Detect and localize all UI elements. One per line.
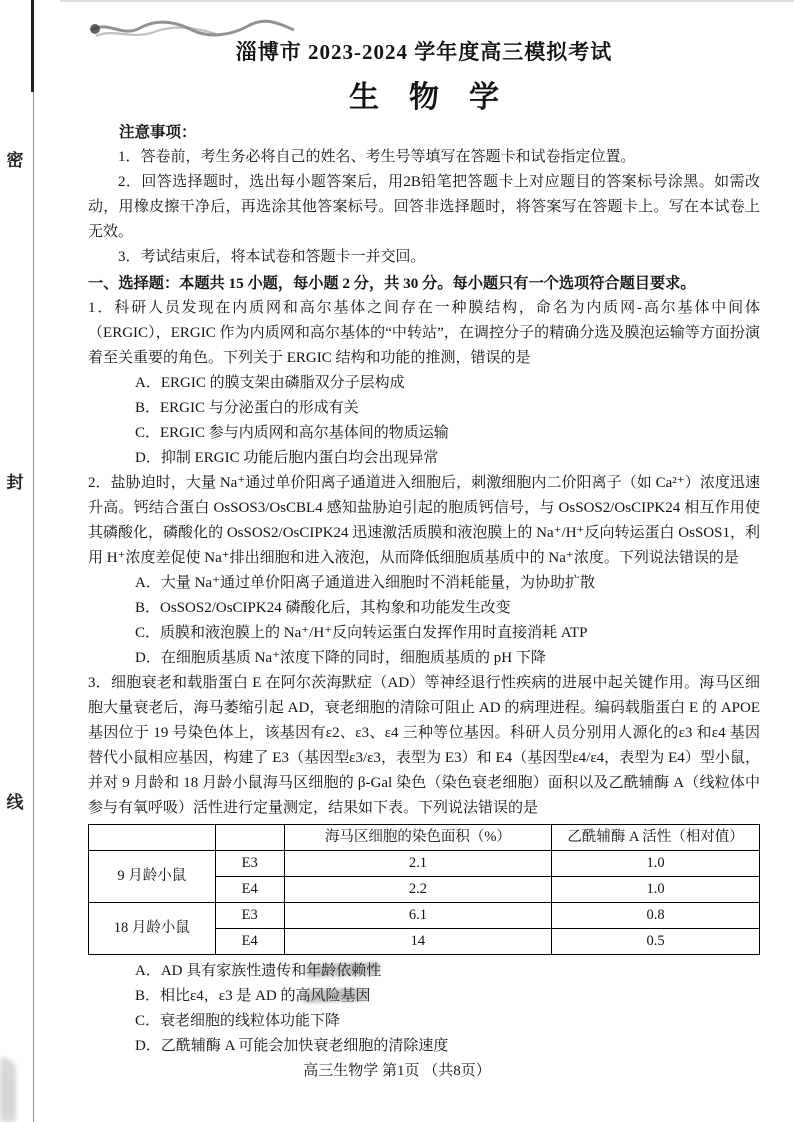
handwriting-mark [306, 962, 380, 978]
question-2 [88, 471, 760, 671]
seal-line [33, 0, 34, 1122]
seal-mark-top: 密 [6, 151, 24, 170]
question-2-stem: 2．盐胁迫时，大量 Na⁺通过单价阳离子通道进入细胞后，刺激细胞内二价阳离子（如 Ca²⁺）浓度迅速升高。钙结合蛋白 OsSOS3/OsCBL4 感知盐胁迫引起的胞质钙信号，与 OsSOS2/OsCIPK24 相互作用使其磷酸化，磷酸化的 OsSOS2/OsCIPK24 迅速激活质膜和液泡膜上的 Na⁺/H⁺反向转运蛋白 OsSOS1，利用 H⁺浓度差促使 Na⁺排出细胞和进入液泡，从而降低细胞质基质中的 Na⁺浓度。下列说法错误的是 [88, 475, 760, 566]
table-cell-genotype: E3 [215, 851, 284, 877]
table-cell-area: 2.1 [284, 851, 552, 877]
table-cell-area: 2.2 [284, 877, 552, 903]
table-cell-genotype: E4 [215, 877, 284, 903]
question-2-option-b: B．OsSOS2/OsCIPK24 磷酸化后，其构象和功能发生改变 [135, 600, 511, 616]
table-cell-activity: 1.0 [552, 877, 760, 903]
q3-data-table [88, 824, 760, 955]
table-group-label-18m: 18 月龄小鼠 [89, 903, 216, 955]
scan-edge-artifact [60, 0, 794, 2]
exam-title: 淄博市 2023-2024 学年度高三模拟考试 [235, 40, 613, 64]
table-cell-activity: 1.0 [552, 851, 760, 877]
table-row [89, 851, 760, 877]
table-cell-activity: 0.8 [552, 903, 760, 929]
table-cell-activity: 0.5 [552, 929, 760, 955]
table-cell-area: 14 [284, 929, 552, 955]
table-col-header-area: 海马区细胞的染色面积（%） [284, 825, 552, 851]
handwriting-mark [302, 988, 368, 1003]
table-blank-cell [215, 825, 284, 851]
table-row [89, 903, 760, 929]
seal-mark-bottom: 线 [6, 793, 24, 812]
table-cell-genotype: E3 [215, 903, 284, 929]
question-3 [88, 671, 760, 1059]
table-cell-genotype: E4 [215, 929, 284, 955]
question-1-option-b: B．ERGIC 与分泌蛋白的形成有关 [135, 400, 359, 416]
seal-mark-middle: 封 [6, 473, 24, 492]
table-cell-area: 6.1 [284, 903, 552, 929]
question-1 [88, 296, 760, 471]
question-3-option-a [88, 959, 760, 984]
question-1-option-c: C．ERGIC 参与内质网和高尔基体间的物质运输 [135, 425, 449, 441]
option-a-text: A．AD 具有家族性遗传和年龄依赖性 [135, 963, 382, 979]
question-3-option-b [88, 984, 760, 1009]
question-2-option-c: C．质膜和液泡膜上的 Na⁺/H⁺反向转运蛋白发挥作用时直接消耗 ATP [135, 625, 588, 641]
notice-item-2: 2．回答选择题时，选出每小题答案后，用2B铅笔把答题卡上对应题目的答案标号涂黑。如需改动，用橡皮擦干净后，再选涂其他答案标号。回答非选择题时，将答案写在答题卡上。写在本试卷上无效。 [88, 174, 760, 240]
question-1-option-d: D．抑制 ERGIC 功能后胞内蛋白均会出现异常 [135, 450, 439, 466]
table-blank-cell [89, 825, 216, 851]
notices-heading: 注意事项： [119, 124, 197, 141]
question-3-option-d: D．乙酰辅酶 A 可能会加快衰老细胞的清除速度 [135, 1038, 449, 1054]
section-heading: 一、选择题：本题共 15 小题，每小题 2 分，共 30 分。每小题只有一个选项符合题目要求。 [88, 275, 696, 292]
question-1-option-a: A．ERGIC 的膜支架由磷脂双分子层构成 [135, 375, 405, 391]
question-2-option-a: A．大量 Na⁺通过单价阳离子通道进入细胞时不消耗能量，为协助扩散 [135, 575, 595, 591]
table-header-row [89, 825, 760, 851]
page-footer: 高三生物学 第1页 （共8页） [303, 1063, 491, 1079]
notices-block [88, 120, 760, 270]
table-col-header-activity: 乙酰辅酶 A 活性（相对值） [552, 825, 760, 851]
question-3-stem: 3．细胞衰老和载脂蛋白 E 在阿尔茨海默症（AD）等神经退行性疾病的进展中起关键作用。海马区细胞大量衰老后，海马萎缩引起 AD，衰老细胞的清除可阻止 AD 的病理进程。编码载脂蛋白 E 的 APOE 基因位于 19 号染色体上，该基因有ε2、ε3、ε4 三种等位基因。科研人员分别用人源化的ε3 和ε4 基因替代小鼠相应基因，构建了 E3（基因型ε3/ε3，表型为 E3）和 E4（基因型ε4/ε4，表型为 E4）型小鼠，并对 9 月龄和 18 月龄小鼠海马区细胞的 β-Gal 染色（染色衰老细胞）面积以及乙酰辅酶 A（线粒体中参与有氧呼吸）活性进行定量测定，结果如下表。下列说法错误的是 [88, 675, 760, 816]
question-3-option-c: C．衰老细胞的线粒体功能下降 [135, 1013, 341, 1029]
question-1-stem: 1．科研人员发现在内质网和高尔基体之间存在一种膜结构，命名为内质网-高尔基体中间体（ERGIC），ERGIC 作为内质网和高尔基体的“中转站”，在调控分子的精确分选及膜泡运输等方面扮演着至关重要的角色。下列关于 ERGIC 结构和功能的推测，错误的是 [88, 300, 760, 366]
question-2-option-d: D．在细胞质基质 Na⁺浓度下降的同时，细胞质基质的 pH 下降 [135, 650, 546, 666]
seal-line-edge [31, 0, 34, 92]
option-b-text: B．相比ε4，ε3 是 AD 的高风险基因 [135, 988, 371, 1004]
notice-item-3: 3．考试结束后，将本试卷和答题卡一并交回。 [118, 249, 426, 265]
table-group-label-9m: 9 月龄小鼠 [89, 851, 216, 903]
subject-title: 生物学 [349, 81, 529, 114]
notice-item-1: 1．答卷前，考生务必将自己的姓名、考生号等填写在答题卡和试卷指定位置。 [118, 149, 636, 165]
